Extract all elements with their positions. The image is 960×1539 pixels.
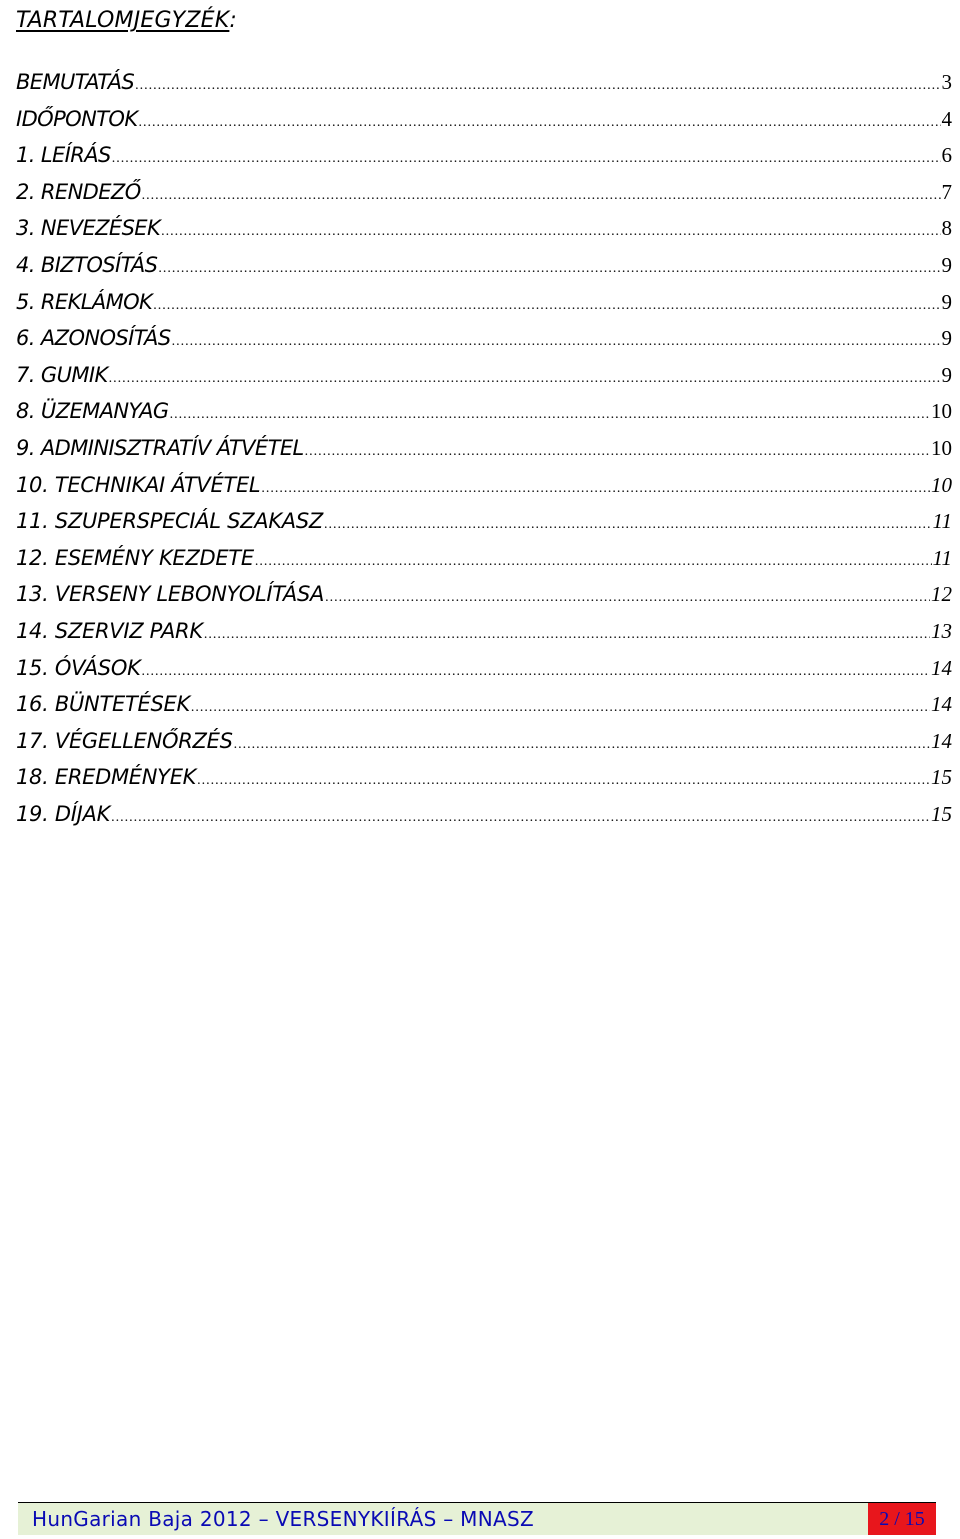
toc-entry[interactable] bbox=[16, 729, 952, 766]
toc-entry-title[interactable]: 2. RENDEZŐ bbox=[16, 179, 141, 204]
toc-leader-dots bbox=[111, 810, 930, 826]
toc-entry[interactable] bbox=[16, 290, 952, 327]
footer-title: HunGarian Baja 2012 – VERSENYKIÍRÁS – MNASZ bbox=[18, 1503, 868, 1535]
toc-leader-dots bbox=[109, 371, 941, 387]
toc-leader-dots bbox=[305, 444, 930, 460]
toc-entry-page: 10 bbox=[931, 472, 952, 497]
toc-leader-dots bbox=[135, 78, 940, 94]
toc-leader-dots bbox=[170, 407, 930, 423]
toc-leader-dots bbox=[325, 590, 930, 606]
toc-entry-title[interactable]: 5. REKLÁMOK bbox=[16, 289, 153, 314]
toc-entry[interactable] bbox=[16, 765, 952, 802]
toc-entry[interactable] bbox=[16, 363, 952, 400]
toc-entry-page: 8 bbox=[941, 216, 952, 241]
toc-entry-title[interactable]: 6. AZONOSÍTÁS bbox=[16, 326, 171, 351]
toc-entry-page: 9 bbox=[941, 362, 952, 387]
toc-entry[interactable] bbox=[16, 546, 952, 583]
toc-leader-dots bbox=[139, 115, 941, 131]
toc-entry[interactable] bbox=[16, 436, 952, 473]
toc-entry-title[interactable]: 19. DÍJAK bbox=[16, 801, 111, 826]
toc-entry[interactable] bbox=[16, 399, 952, 436]
toc-heading bbox=[16, 6, 237, 36]
toc-entry-page: 9 bbox=[941, 289, 952, 314]
toc-entry-page: 9 bbox=[941, 252, 952, 277]
toc-leader-dots bbox=[142, 188, 941, 204]
toc-list bbox=[16, 70, 952, 838]
toc-leader-dots bbox=[255, 554, 932, 570]
toc-entry-page: 4 bbox=[941, 106, 952, 131]
toc-entry-page: 3 bbox=[941, 70, 952, 94]
toc-leader-dots bbox=[191, 700, 930, 716]
toc-entry-title[interactable]: 1. LEÍRÁS bbox=[16, 143, 111, 168]
toc-entry[interactable] bbox=[16, 473, 952, 510]
toc-leader-dots bbox=[324, 517, 932, 533]
toc-entry-page: 10 bbox=[931, 435, 952, 460]
toc-entry-page: 14 bbox=[931, 728, 952, 753]
toc-entry[interactable] bbox=[16, 216, 952, 253]
toc-entry[interactable] bbox=[16, 692, 952, 729]
toc-entry[interactable] bbox=[16, 180, 952, 217]
toc-heading-colon: : bbox=[229, 8, 237, 33]
toc-entry-page: 14 bbox=[931, 655, 952, 680]
toc-entry-page: 11 bbox=[932, 545, 952, 570]
toc-entry-title[interactable]: 9. ADMINISZTRATÍV ÁTVÉTEL bbox=[16, 435, 304, 460]
toc-entry-title[interactable]: 11. SZUPERSPECIÁL SZAKASZ bbox=[16, 509, 323, 534]
toc-entry-page: 7 bbox=[941, 179, 952, 204]
toc-entry[interactable] bbox=[16, 326, 952, 363]
toc-leader-dots bbox=[197, 773, 930, 789]
toc-entry[interactable] bbox=[16, 107, 952, 144]
toc-leader-dots bbox=[142, 664, 930, 680]
toc-entry[interactable] bbox=[16, 509, 952, 546]
toc-leader-dots bbox=[158, 261, 940, 277]
toc-leader-dots bbox=[172, 334, 941, 350]
toc-entry-title[interactable]: 8. ÜZEMANYAG bbox=[16, 399, 169, 424]
toc-entry-title[interactable]: 12. ESEMÉNY KEZDETE bbox=[16, 545, 254, 570]
toc-leader-dots bbox=[153, 298, 940, 314]
toc-entry-page: 10 bbox=[931, 399, 952, 424]
toc-entry-title[interactable]: 7. GUMIK bbox=[16, 362, 108, 387]
toc-entry-page: 14 bbox=[931, 692, 952, 717]
toc-entry-title[interactable]: 14. SZERVIZ PARK bbox=[16, 618, 203, 643]
toc-entry-title[interactable]: 15. ÓVÁSOK bbox=[16, 655, 141, 680]
toc-entry-page: 12 bbox=[931, 582, 952, 607]
toc-heading-text: TARTALOMJEGYZÉK bbox=[16, 8, 230, 33]
page-footer bbox=[18, 1502, 936, 1535]
toc-entry[interactable] bbox=[16, 70, 952, 107]
toc-leader-dots bbox=[204, 627, 930, 643]
toc-entry[interactable] bbox=[16, 619, 952, 656]
toc-entry-title[interactable]: IDŐPONTOK bbox=[16, 106, 138, 131]
toc-leader-dots bbox=[112, 151, 941, 167]
toc-entry-page: 13 bbox=[931, 618, 952, 643]
toc-entry-page: 6 bbox=[941, 143, 952, 168]
toc-entry-page: 15 bbox=[931, 765, 952, 790]
toc-entry[interactable] bbox=[16, 582, 952, 619]
page-number-indicator: 2 / 15 bbox=[868, 1503, 936, 1535]
toc-entry-title[interactable]: 10. TECHNIKAI ÁTVÉTEL bbox=[16, 472, 261, 497]
toc-entry-title[interactable]: 17. VÉGELLENŐRZÉS bbox=[16, 728, 233, 753]
toc-entry[interactable] bbox=[16, 802, 952, 839]
toc-entry-page: 9 bbox=[941, 326, 952, 351]
toc-leader-dots bbox=[234, 737, 930, 753]
toc-leader-dots bbox=[261, 481, 930, 497]
toc-entry-page: 11 bbox=[932, 509, 952, 534]
toc-entry-title[interactable]: 4. BIZTOSÍTÁS bbox=[16, 252, 158, 277]
toc-entry-title[interactable]: BEMUTATÁS bbox=[16, 70, 135, 94]
toc-entry-title[interactable]: 18. EREDMÉNYEK bbox=[16, 765, 197, 790]
toc-entry-title[interactable]: 16. BÜNTETÉSEK bbox=[16, 692, 190, 717]
toc-entry[interactable] bbox=[16, 143, 952, 180]
toc-entry-page: 15 bbox=[931, 801, 952, 826]
toc-leader-dots bbox=[161, 224, 940, 240]
toc-entry[interactable] bbox=[16, 253, 952, 290]
toc-entry-title[interactable]: 13. VERSENY LEBONYOLÍTÁSA bbox=[16, 582, 325, 607]
toc-entry-title[interactable]: 3. NEVEZÉSEK bbox=[16, 216, 161, 241]
toc-entry[interactable] bbox=[16, 656, 952, 693]
